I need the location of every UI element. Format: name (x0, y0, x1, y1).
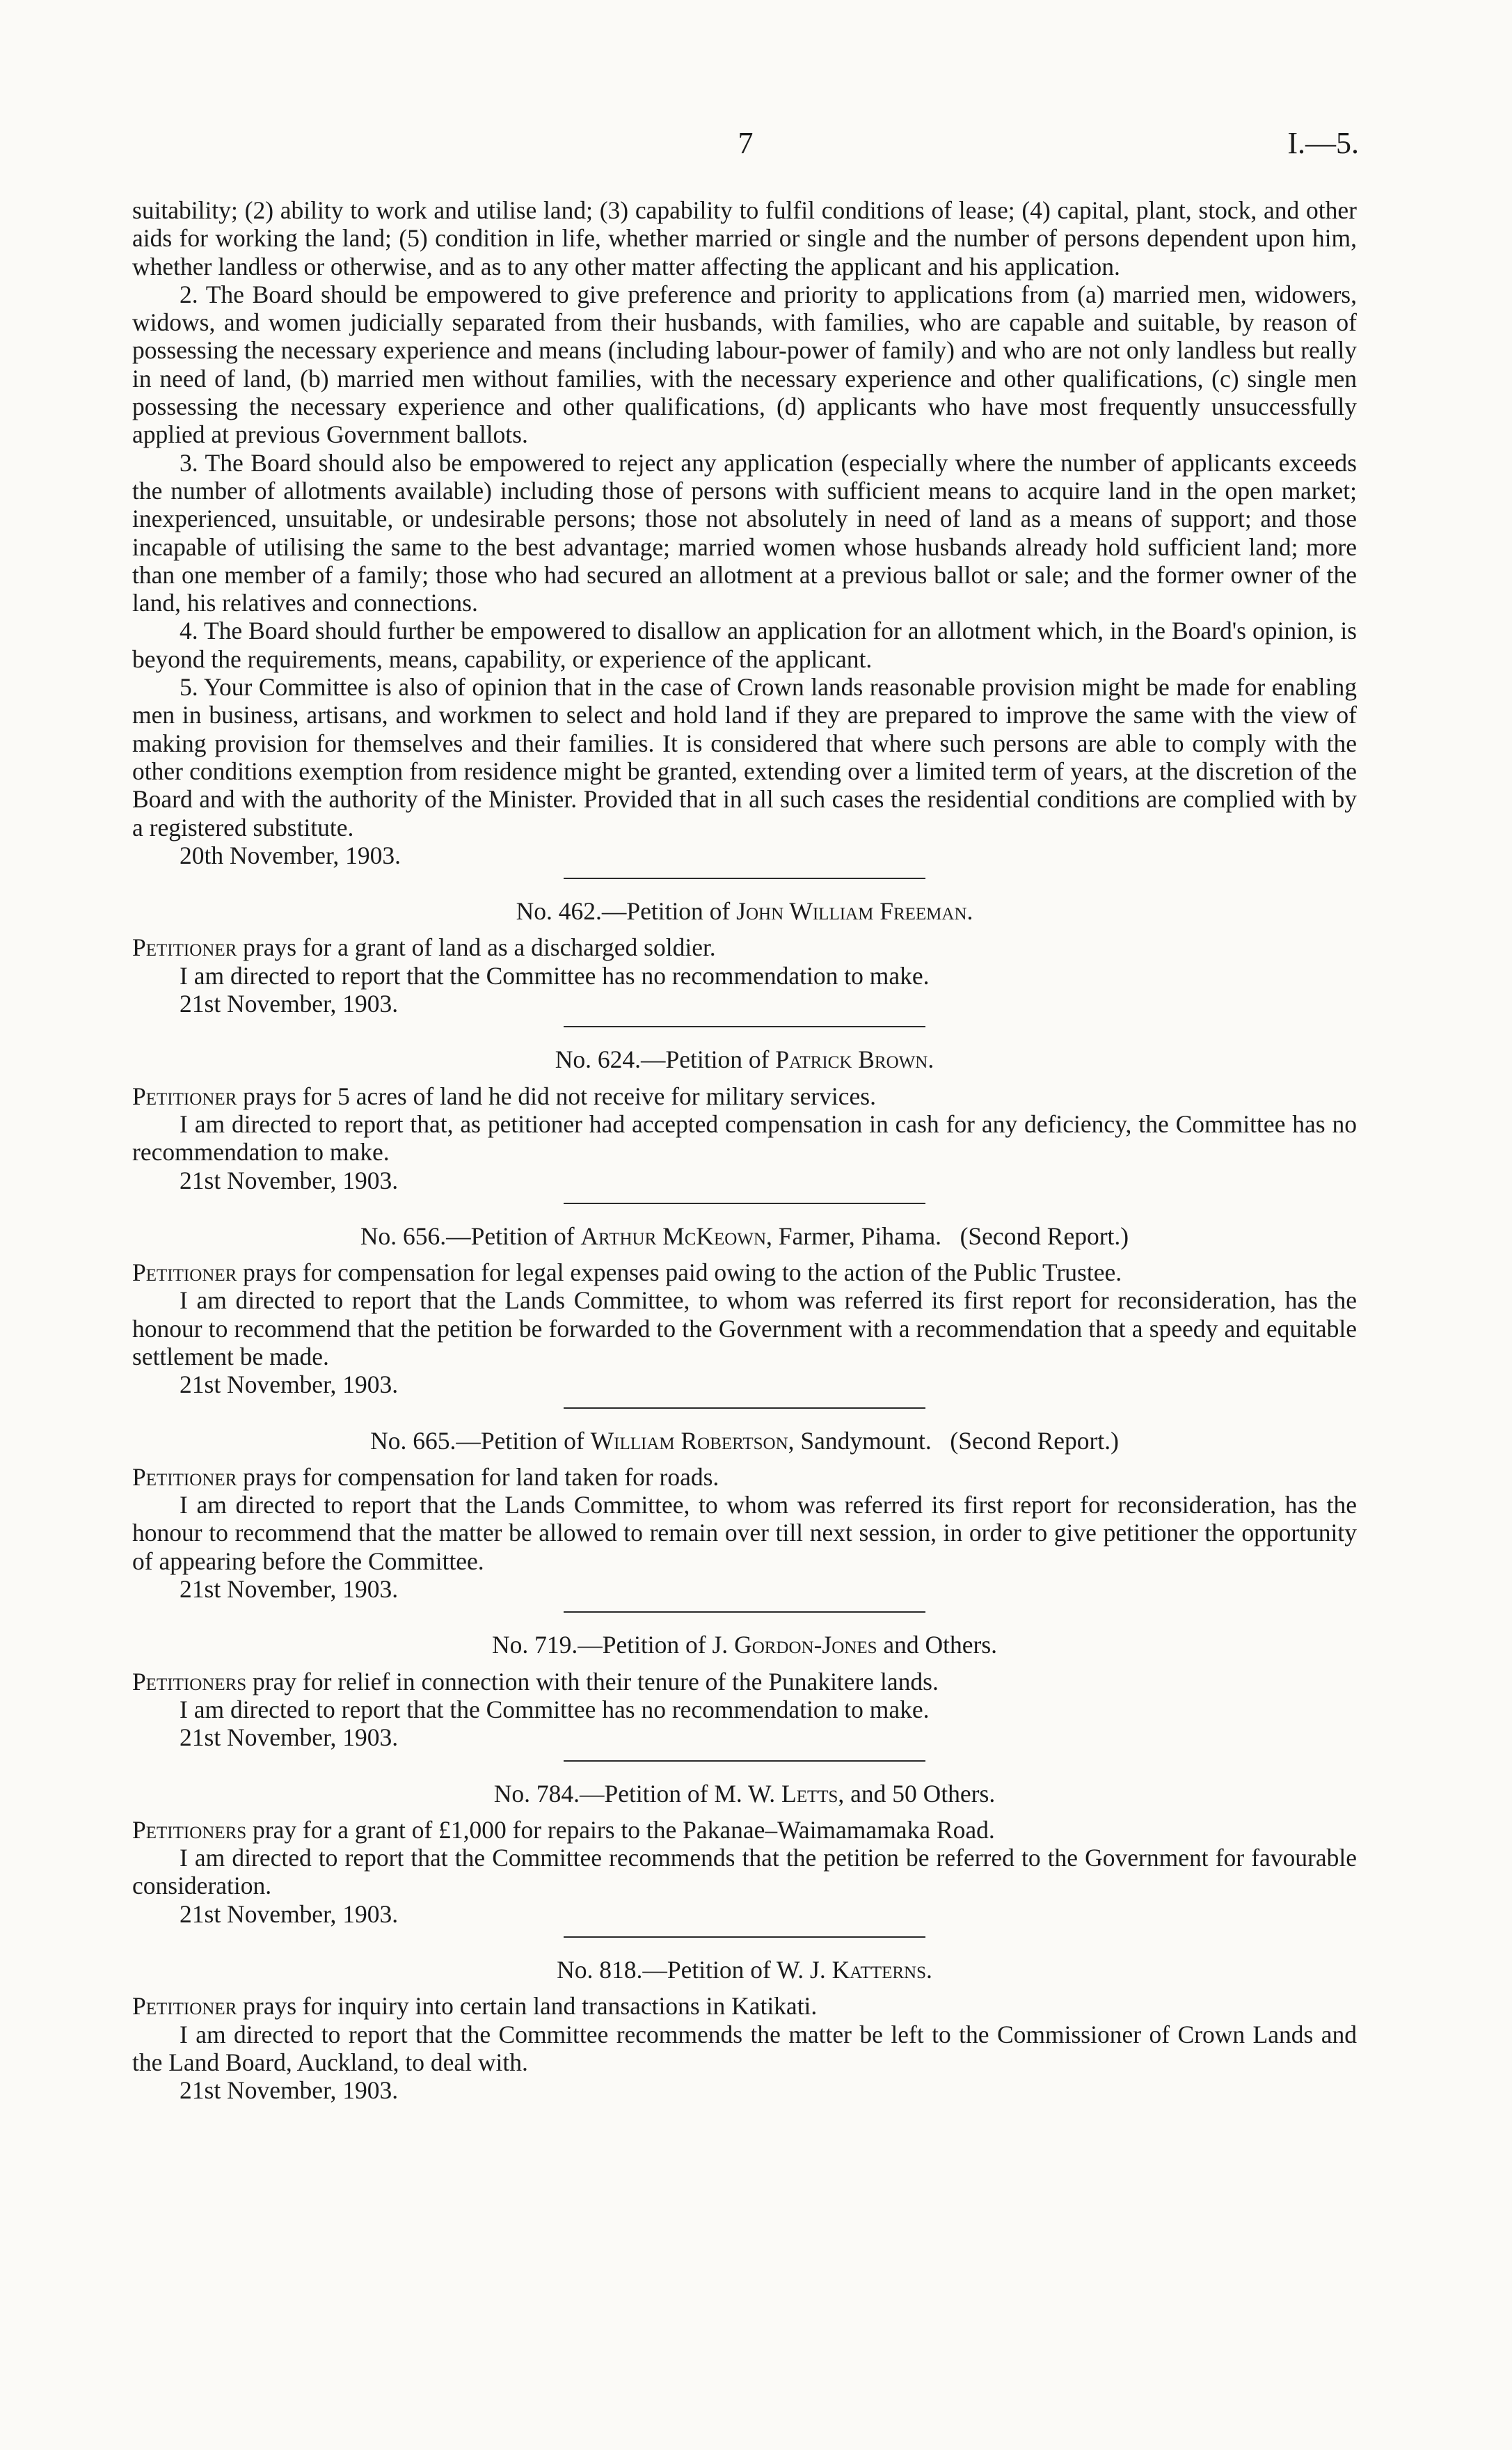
petitioner-name: John William Freeman (736, 897, 967, 926)
report-date: 21st November, 1903. (180, 990, 399, 1018)
petition-656 (132, 1222, 1357, 1409)
report-date: 21st November, 1903. (180, 1370, 399, 1399)
section-divider (564, 1760, 925, 1762)
document-reference: I.—5. (1287, 126, 1359, 160)
page-header (132, 125, 1359, 167)
petition-prayer: Petitioners pray for relief in connection with their tenure of the Punakitere lands. (132, 1667, 939, 1696)
paragraph: 4. The Board should further be empowered to disallow an application for an allotment which, in the Board's opinion, is beyond the requirements, means, capability, or experience of the applicant. (132, 617, 1357, 673)
report-date: 21st November, 1903. (180, 1723, 399, 1752)
section-divider (564, 1407, 925, 1409)
petition-report: I am directed to report that the Committee recommends that the petition be referred to the Government for favourable consideration. (132, 1844, 1357, 1900)
petition-title: No. 719.—Petition of J. Gordon-Jones and Others. (491, 1631, 998, 1659)
report-date: 20th November, 1903. (180, 841, 401, 869)
petition-report: I am directed to report that the Committee recommends the matter be left to the Commissioner of Crown Lands and the Land Board, Auckland, to deal with. (132, 2020, 1357, 2076)
intro-section (132, 196, 1357, 879)
report-date: 21st November, 1903. (180, 1899, 399, 1928)
paragraph: 5. Your Committee is also of opinion that in the case of Crown lands reasonable provision might be made for enabling men in business, artisans, and workmen to select and hold land if they are prepared to improve the same with the view of making provision for themselves and their families. It is considered that where such persons are able to comply with the other conditions exemption from residence might be granted, extending over a limited term of years, at the discretion of the Board and with the authority of the Minister. Provided that in all such cases the residential conditions are complied with by a registered substitute. (132, 673, 1357, 841)
section-divider (564, 1203, 925, 1204)
report-date: 21st November, 1903. (180, 2076, 399, 2105)
report-date: 21st November, 1903. (180, 1166, 399, 1194)
petition-title: No. 624.—Petition of Patrick Brown. (555, 1045, 934, 1074)
petition-818 (132, 1956, 1357, 2104)
paragraph: suitability; (2) ability to work and utilise land; (3) capability to fulfil conditions of lease; (4) capital, plant, stock, and other aids for working the land; (5) condition in life, whether married or single and the number of persons dependent upon him, whether landless or otherwise, and as to any other matter affecting the applicant and his application. (132, 196, 1357, 280)
petition-624 (132, 1045, 1357, 1203)
petition-report: I am directed to report that, as petitioner had accepted compensation in cash for any deficiency, the Committee has no recommendation to make. (132, 1109, 1357, 1167)
paragraph: 3. The Board should also be empowered to reject any application (especially where the number of applicants exceeds the number of allotments available) including those of persons with sufficient means to acquire land in the open market; inexperienced, unsuitable, or undesirable persons; those not absolutely in need of land as a means of support; and those incapable of utilising the same to the best advantage; married women whose husbands already hold sufficient land; more than one member of a family; those who had secured an allotment at a previous ballot or sale; and the former owner of the land, his relatives and connections. (132, 448, 1357, 617)
petition-report: I am directed to report that the Committee has no recommendation to make. (180, 961, 930, 990)
petition-prayer: Petitioner prays for inquiry into certain land transactions in Katikati. (132, 1992, 818, 2021)
petition-report: I am directed to report that the Lands Committee, to whom was referred its first report for reconsideration, has the honour to recommend that the matter be allowed to remain over till next session, in order to give petitioner the opportunity of appearing before the Committee. (132, 1491, 1357, 1575)
petition-title: No. 665.—Petition of William Robertson, Sandymount. (Second Report.) (370, 1426, 1119, 1455)
petition-prayer: Petitioners pray for a grant of £1,000 for repairs to the Pakanae–Waimamamaka Road. (132, 1815, 995, 1844)
petition-report: I am directed to report that the Committee has no recommendation to make. (180, 1695, 930, 1723)
petition-title: No. 656.—Petition of Arthur McKeown, Farmer, Pihama. (Second Report.) (360, 1222, 1129, 1250)
petitioner-name: Katterns (831, 1956, 926, 1984)
petition-784 (132, 1780, 1357, 1938)
paragraph: 2. The Board should be empowered to give preference and priority to applications from (a) married men, widowers, widows, and women judicially separated from their husbands, with families, who are capable and suitable, by reason of possessing the necessary experience and means (including labour-power of family) and who are not only landless but really in need of land, (b) married men without families, with the necessary experience and other qualifications, (c) single men possessing the necessary experience and other qualifications, (d) applicants who have most frequently unsuccessfully applied at previous Government ballots. (132, 280, 1357, 449)
petitioner-name: William Robertson (590, 1426, 788, 1455)
petitioner-name: Patrick Brown (775, 1045, 928, 1074)
petition-prayer: Petitioner prays for compensation for land taken for roads. (132, 1462, 719, 1491)
section-divider (564, 1611, 925, 1613)
petition-title: No. 818.—Petition of W. J. Katterns. (557, 1956, 932, 1984)
petition-prayer: Petitioner prays for a grant of land as a discharged soldier. (132, 933, 716, 962)
petition-665 (132, 1427, 1357, 1613)
petitioner-name: Letts (781, 1779, 838, 1808)
section-divider (564, 1026, 925, 1027)
petitioner-name: Arthur McKeown (580, 1222, 767, 1250)
report-date: 21st November, 1903. (180, 1575, 399, 1604)
page-number: 7 (738, 126, 754, 160)
section-divider (564, 878, 925, 879)
petition-title: No. 784.—Petition of M. W. Letts, and 50 Others. (493, 1779, 996, 1808)
petition-prayer: Petitioner prays for compensation for legal expenses paid owing to the action of the Public Trustee. (132, 1258, 1122, 1287)
document-body (132, 196, 1357, 2105)
petitioner-name: Gordon-Jones (734, 1631, 877, 1659)
petition-title: No. 462.—Petition of John William Freeman. (516, 897, 973, 926)
petition-462 (132, 897, 1357, 1027)
petition-report: I am directed to report that the Lands Committee, to whom was referred its first report for reconsideration, has the honour to recommend that the petition be forwarded to the Government with a recommendation that a speedy and equitable settlement be made. (132, 1286, 1357, 1370)
petition-719 (132, 1631, 1357, 1761)
petition-prayer: Petitioner prays for 5 acres of land he did not receive for military services. (132, 1082, 876, 1110)
section-divider (564, 1936, 925, 1938)
